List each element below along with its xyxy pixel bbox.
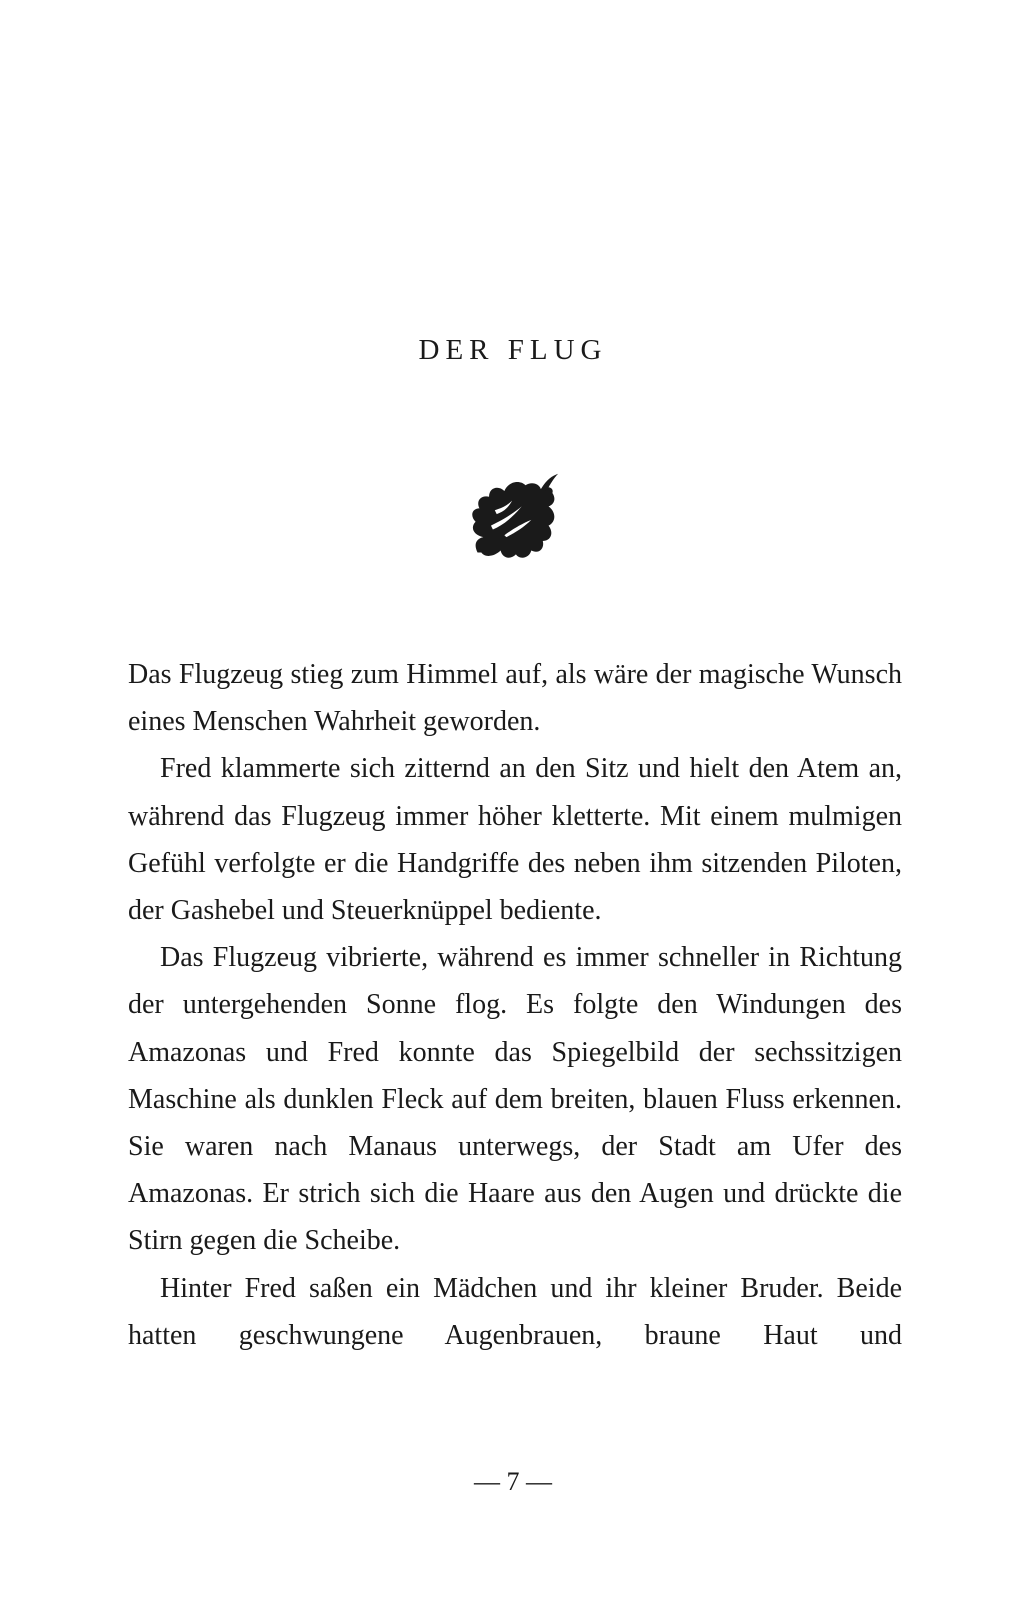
body-text	[128, 651, 902, 1359]
paragraph: Hinter Fred saßen ein Mädchen und ihr kleiner Bruder. Beide hatten geschwungene Augenbrauen, braune Haut und	[128, 1272, 902, 1351]
paragraph: Das Flugzeug vibrierte, während es immer schneller in Richtung der untergehenden Sonne flog. Es folgte den Windungen des Amazonas und Fred konnte das Spiegelbild der sechssitzigen Maschine als dunklen Fleck auf dem breiten, blauen Fluss erkennen. Sie waren nach Manaus unterwegs, der Stadt am Ufer des Amazonas. Er strich sich die Haare aus den Augen und drückte die Stirn gegen die Scheibe.	[128, 942, 902, 1257]
paragraph: Fred klammerte sich zitternd an den Sitz und hielt den Atem an, während das Flugzeug immer höher kletterte. Mit einem mulmigen Gefühl verfolgte er die Handgriffe des neben ihm sitzenden Piloten, der Gashebel und Steuerknüppel bediente.	[128, 753, 902, 927]
page-number: — 7 —	[474, 1467, 552, 1496]
chapter-title: DER FLUG	[418, 334, 608, 366]
paragraph: Das Flugzeug stieg zum Himmel auf, als wäre der magische Wunsch eines Menschen Wahrheit geworden.	[128, 659, 902, 738]
leaf-icon	[466, 468, 562, 564]
